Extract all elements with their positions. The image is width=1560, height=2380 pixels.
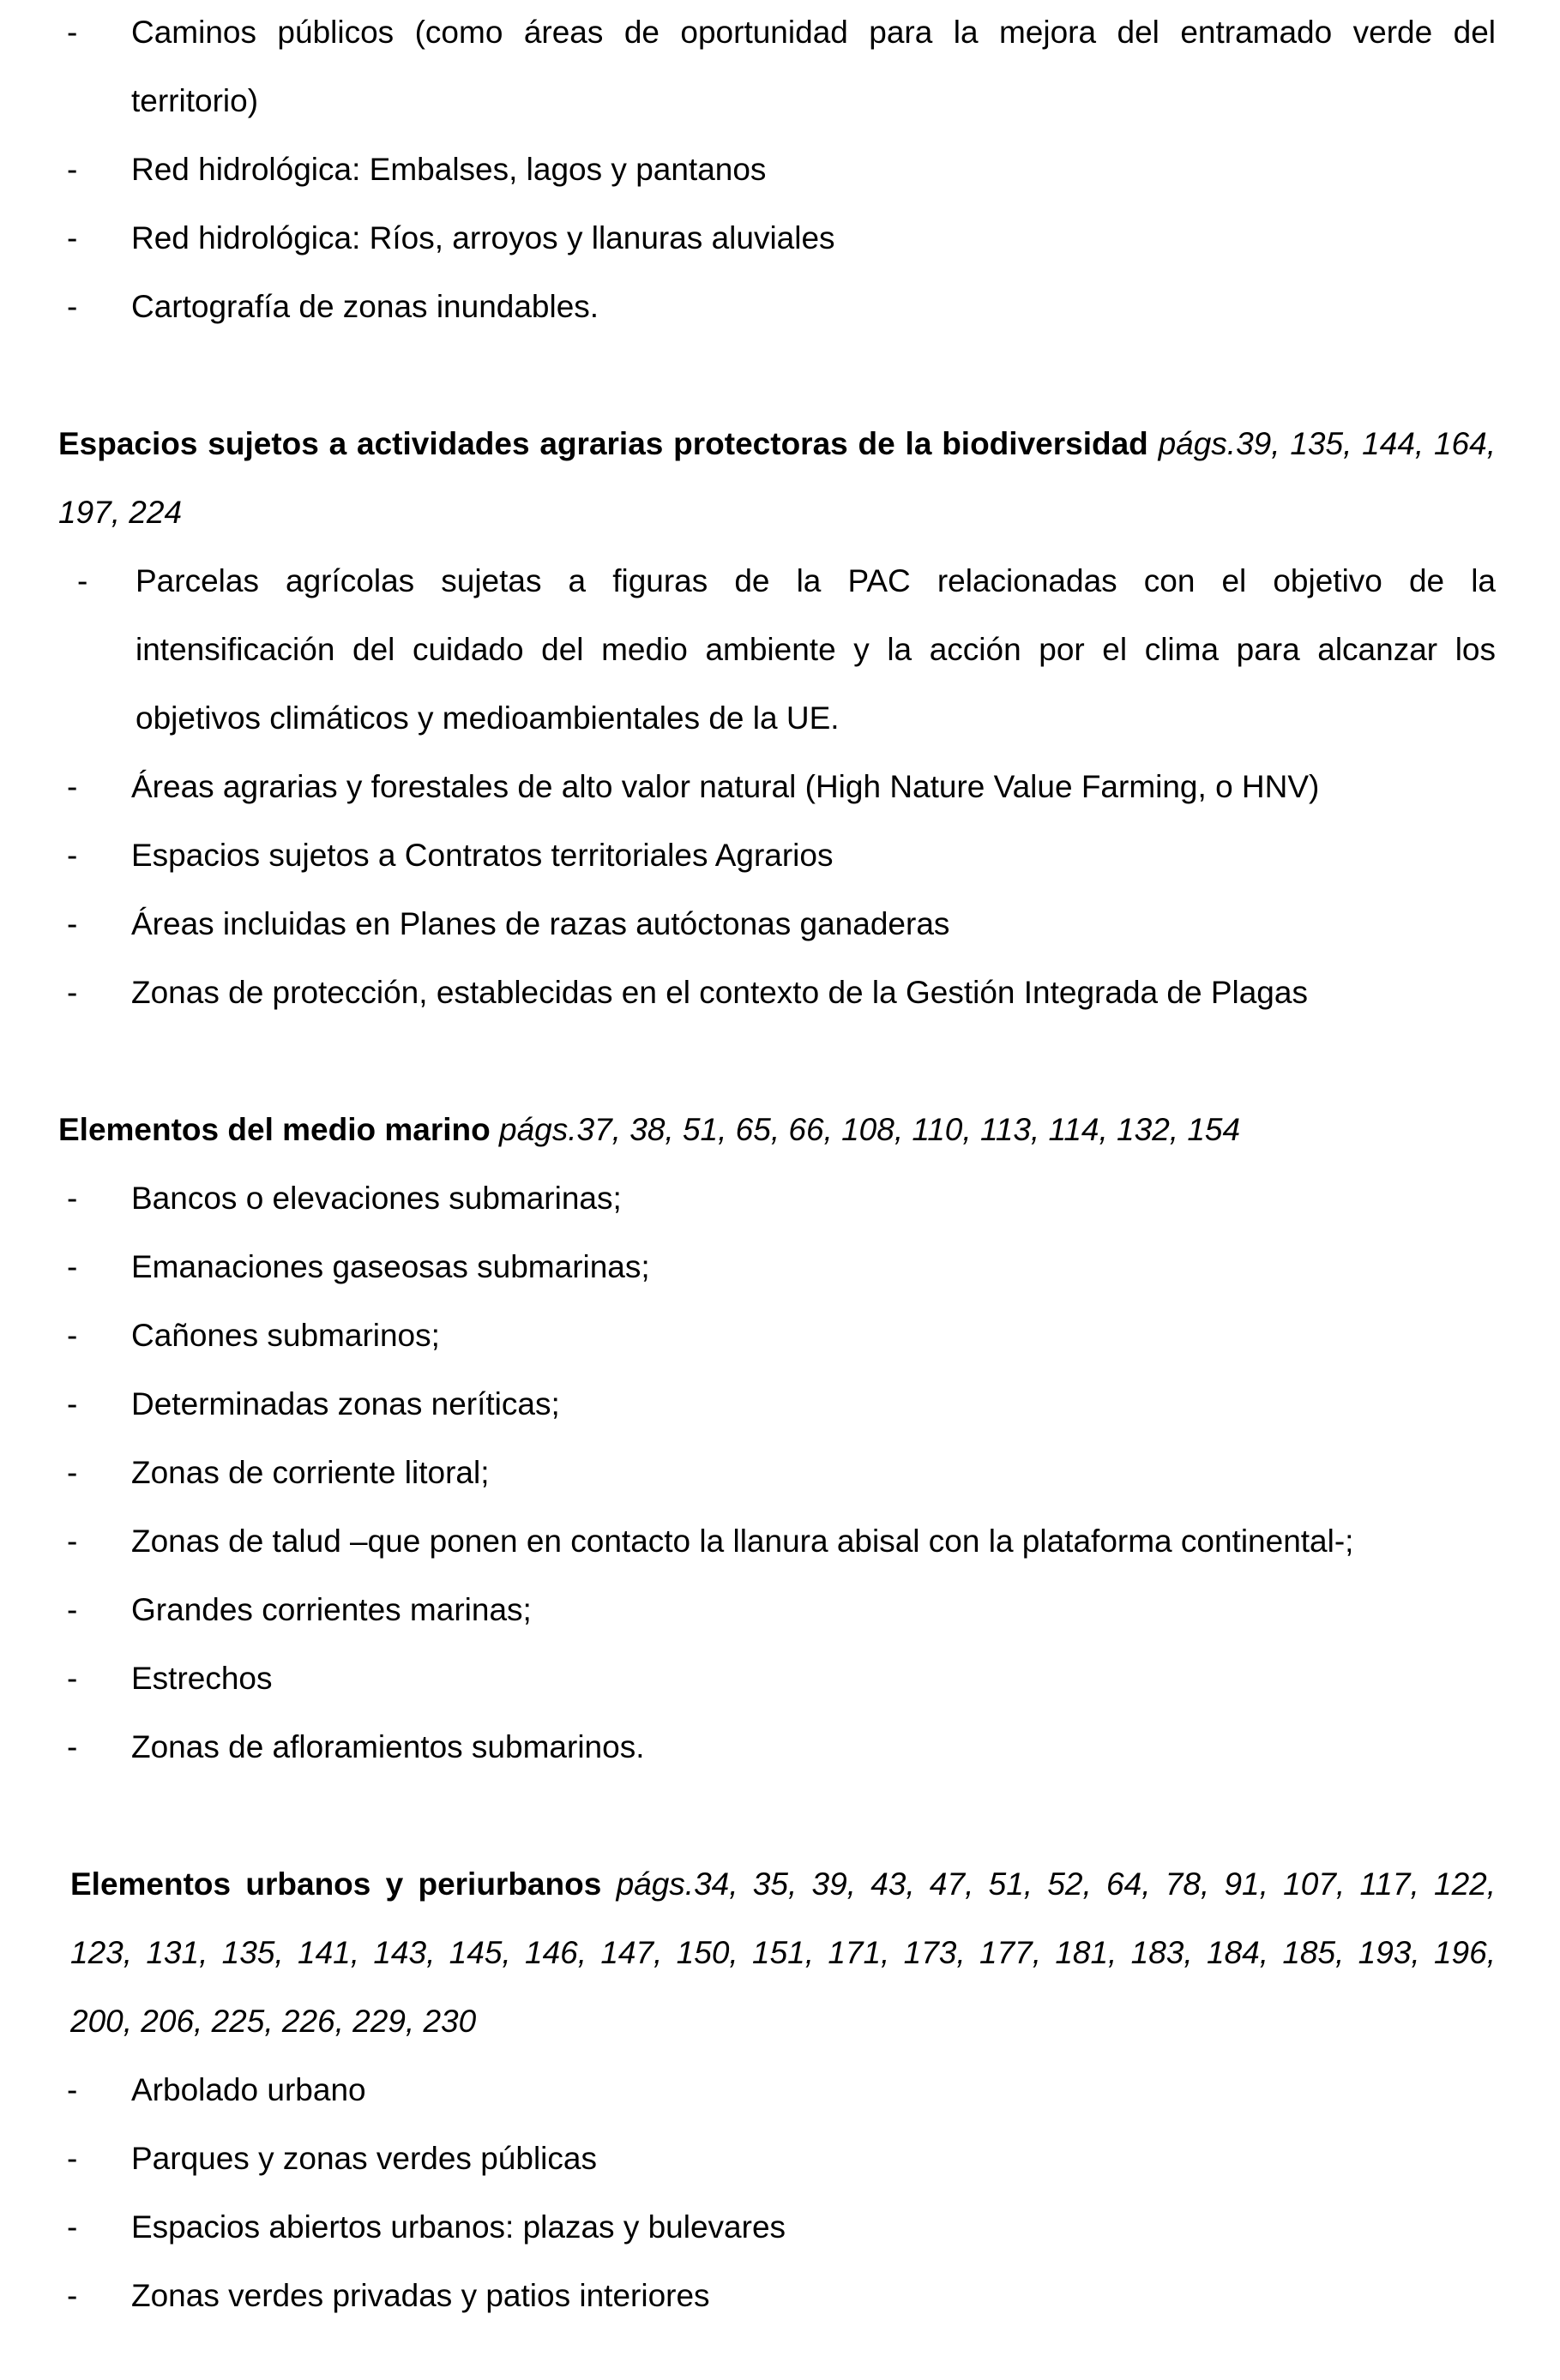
list-item-line: Espacios abiertos urbanos: plazas y bulevares bbox=[131, 2209, 786, 2245]
list-item-line: territorio) bbox=[131, 83, 259, 118]
list-item-line: Arbolado urbano bbox=[131, 2072, 366, 2107]
list-item-line: Zonas de protección, establecidas en el contexto de la Gestión Integrada de Plagas bbox=[131, 975, 1308, 1010]
list-bullet: - bbox=[67, 2209, 78, 2245]
list-item-line: Parcelas agrícolas sujetas a figuras de la PAC relacionadas con el objetivo de la bbox=[136, 563, 1496, 598]
list-bullet: - bbox=[67, 289, 78, 324]
list-bullet: - bbox=[67, 1386, 78, 1421]
list-item-line: Cartografía de zonas inundables. bbox=[131, 289, 599, 324]
section-heading-continued bbox=[70, 1987, 476, 2056]
list-item-line: Estrechos bbox=[131, 1661, 273, 1696]
section-title: Elementos urbanos y periurbanos bbox=[70, 1866, 602, 1902]
section-heading bbox=[58, 1096, 1240, 1164]
list-bullet: - bbox=[67, 1181, 78, 1216]
page-references: págs.39, 135, 144, 164, bbox=[1158, 426, 1496, 461]
list-item-line: Espacios sujetos a Contratos territoriales Agrarios bbox=[131, 838, 834, 873]
list-item-line: Parques y zonas verdes públicas bbox=[131, 2141, 597, 2176]
section-heading-continued bbox=[58, 478, 182, 547]
list-item-line: Zonas de talud –que ponen en contacto la llanura abisal con la plataforma continental-; bbox=[131, 1524, 1354, 1559]
list-item-line: Bancos o elevaciones submarinas; bbox=[131, 1181, 622, 1216]
list-item-line: Grandes corrientes marinas; bbox=[131, 1592, 532, 1627]
page-references: 123, 131, 135, 141, 143, 145, 146, 147, 150, 151, 171, 173, 177, 181, 183, 184, 185, 193, 196, bbox=[70, 1935, 1496, 1970]
list-bullet: - bbox=[67, 1661, 78, 1696]
list-bullet: - bbox=[67, 1249, 78, 1284]
list-item-line: Caminos públicos (como áreas de oportunidad para la mejora del entramado verde del bbox=[131, 15, 1496, 50]
list-item-line: Red hidrológica: Embalses, lagos y pantanos bbox=[131, 152, 767, 187]
list-bullet: - bbox=[67, 769, 78, 804]
page-references: 200, 206, 225, 226, 229, 230 bbox=[70, 2004, 477, 2039]
list-bullet: - bbox=[67, 1455, 78, 1490]
list-bullet: - bbox=[67, 1729, 78, 1764]
list-bullet: - bbox=[67, 1524, 78, 1559]
page-references: págs.34, 35, 39, 43, 47, 51, 52, 64, 78, 91, 107, 117, 122, bbox=[616, 1866, 1497, 1902]
section-heading bbox=[70, 1850, 1496, 1919]
list-item-line: Áreas incluidas en Planes de razas autóctonas ganaderas bbox=[131, 906, 950, 941]
page-references: págs.37, 38, 51, 65, 66, 108, 110, 113, 114, 132, 154 bbox=[499, 1112, 1241, 1147]
list-bullet: - bbox=[67, 220, 78, 255]
list-item-line: Zonas verdes privadas y patios interiores bbox=[131, 2278, 710, 2313]
list-item-line: Determinadas zonas neríticas; bbox=[131, 1386, 560, 1421]
page-references: 197, 224 bbox=[58, 495, 183, 530]
list-bullet: - bbox=[67, 2278, 78, 2313]
list-bullet: - bbox=[67, 1592, 78, 1627]
list-bullet: - bbox=[77, 563, 88, 598]
list-item-line: Emanaciones gaseosas submarinas; bbox=[131, 1249, 650, 1284]
section-heading bbox=[58, 410, 1496, 478]
list-bullet: - bbox=[67, 2141, 78, 2176]
list-item-line: Zonas de corriente litoral; bbox=[131, 1455, 490, 1490]
list-bullet: - bbox=[67, 15, 78, 50]
list-item-line: Cañones submarinos; bbox=[131, 1318, 440, 1353]
list-bullet: - bbox=[67, 1318, 78, 1353]
section-heading-continued bbox=[70, 1919, 1496, 1987]
list-bullet: - bbox=[67, 152, 78, 187]
list-bullet: - bbox=[67, 2072, 78, 2107]
list-bullet: - bbox=[67, 975, 78, 1010]
section-title: Espacios sujetos a actividades agrarias protectoras de la biodiversidad bbox=[58, 426, 1148, 461]
list-item-line: objetivos climáticos y medioambientales de la UE. bbox=[136, 700, 840, 736]
list-item-line: Red hidrológica: Ríos, arroyos y llanuras aluviales bbox=[131, 220, 835, 255]
list-item-line: intensificación del cuidado del medio ambiente y la acción por el clima para alcanzar los bbox=[136, 632, 1496, 667]
list-bullet: - bbox=[67, 906, 78, 941]
list-item-line: Zonas de afloramientos submarinos. bbox=[131, 1729, 645, 1764]
section-title: Elementos del medio marino bbox=[58, 1112, 491, 1147]
list-bullet: - bbox=[67, 838, 78, 873]
list-item-line: Áreas agrarias y forestales de alto valor natural (High Nature Value Farming, o HNV) bbox=[131, 769, 1320, 804]
